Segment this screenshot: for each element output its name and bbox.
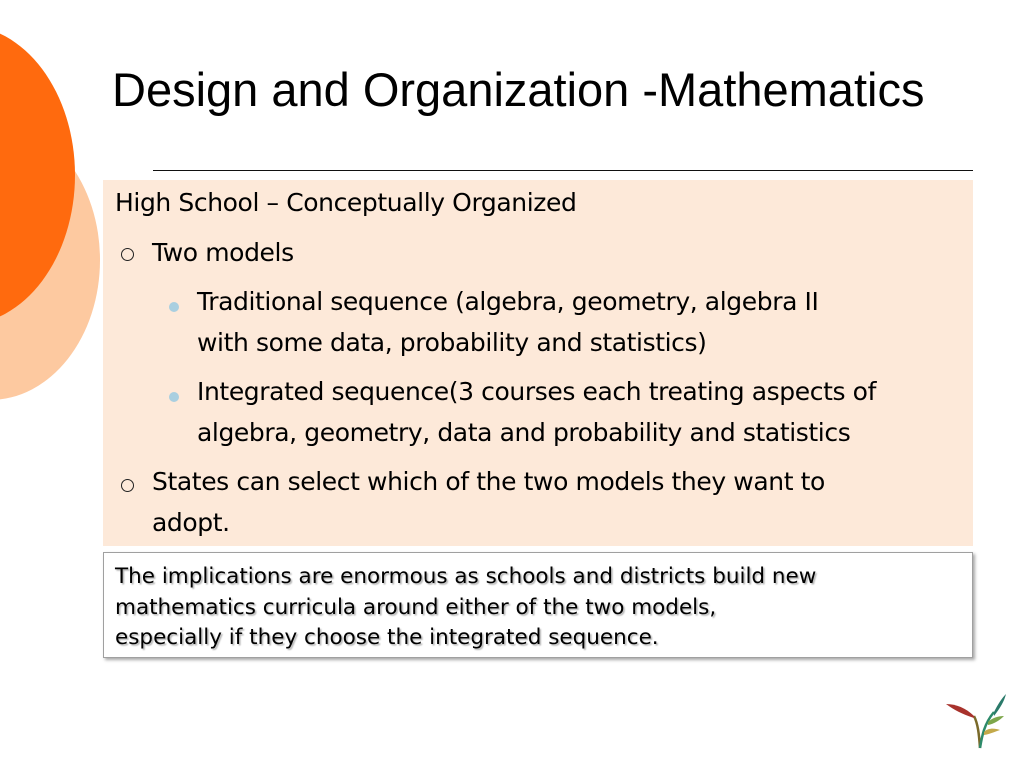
- plant-sprout-logo-icon: [944, 688, 1008, 750]
- sub-bullet-integrated-line1: Integrated sequence(3 courses each treating aspects of: [197, 377, 876, 406]
- sub-bullet-traditional-line2: with some data, probability and statistics): [197, 328, 707, 357]
- content-heading: High School – Conceptually Organized: [115, 188, 577, 217]
- hollow-circle-bullet-icon: [121, 479, 134, 492]
- sub-bullet-traditional-line1: Traditional sequence (algebra, geometry, algebra II: [197, 287, 819, 316]
- callout-box: [103, 552, 973, 658]
- callout-line1: The implications are enormous as schools and districts build new: [115, 564, 817, 589]
- callout-line2: mathematics curricula around either of the two models,: [115, 594, 717, 620]
- content-box: [103, 180, 973, 546]
- filled-circle-bullet-icon: [169, 392, 179, 402]
- sub-bullet-integrated-line2: algebra, geometry, data and probability and statistics: [197, 418, 851, 447]
- callout-line3: especially if they choose the integrated sequence.: [115, 625, 659, 650]
- bullet-states-line1: States can select which of the two models they want to: [152, 467, 825, 496]
- filled-circle-bullet-icon: [169, 302, 179, 312]
- callout-text: [115, 562, 962, 654]
- bullet-states-line2: adopt.: [152, 508, 230, 537]
- bullet-two-models: Two models: [152, 238, 294, 267]
- slide-title: Design and Organization -Mathematics: [112, 63, 925, 116]
- title-divider: [153, 170, 973, 171]
- hollow-circle-bullet-icon: [121, 248, 134, 261]
